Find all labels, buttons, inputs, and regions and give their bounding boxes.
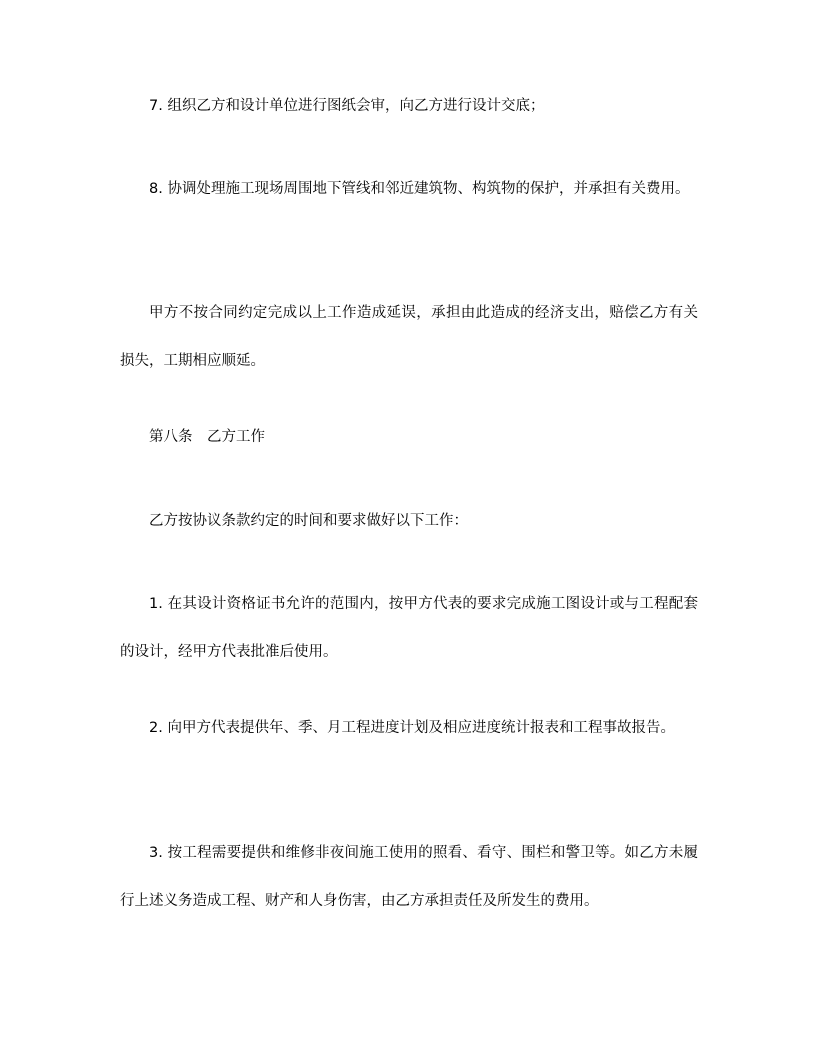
paragraph-delay-clause: 甲方不按合同约定完成以上工作造成延误，承担由此造成的经济支出，赔偿乙方有关损失，工期相应顺延。 (120, 305, 698, 369)
paragraph-item-7: 7. 组织乙方和设计单位进行图纸会审，向乙方进行设计交底； (149, 98, 545, 114)
paragraph-item-2: 2. 向甲方代表提供年、季、月工程进度计划及相应进度统计报表和工程事故报告。 (149, 720, 675, 736)
paragraph-item-8: 8. 协调处理施工现场周围地下管线和邻近建筑物、构筑物的保护，并承担有关费用。 (149, 181, 690, 197)
section-heading-article-8: 第八条 乙方工作 (149, 429, 265, 445)
paragraph-item-3: 3. 按工程需要提供和维修非夜间施工使用的照看、看守、围栏和警卫等。如乙方未履行上述义务造成工程、财产和人身伤害，由乙方承担责任及所发生的费用。 (120, 845, 698, 909)
paragraph-item-1: 1. 在其设计资格证书允许的范围内，按甲方代表的要求完成施工图设计或与工程配套的设计，经甲方代表批准后使用。 (120, 596, 698, 660)
paragraph-intro: 乙方按协议条款约定的时间和要求做好以下工作： (149, 513, 468, 529)
